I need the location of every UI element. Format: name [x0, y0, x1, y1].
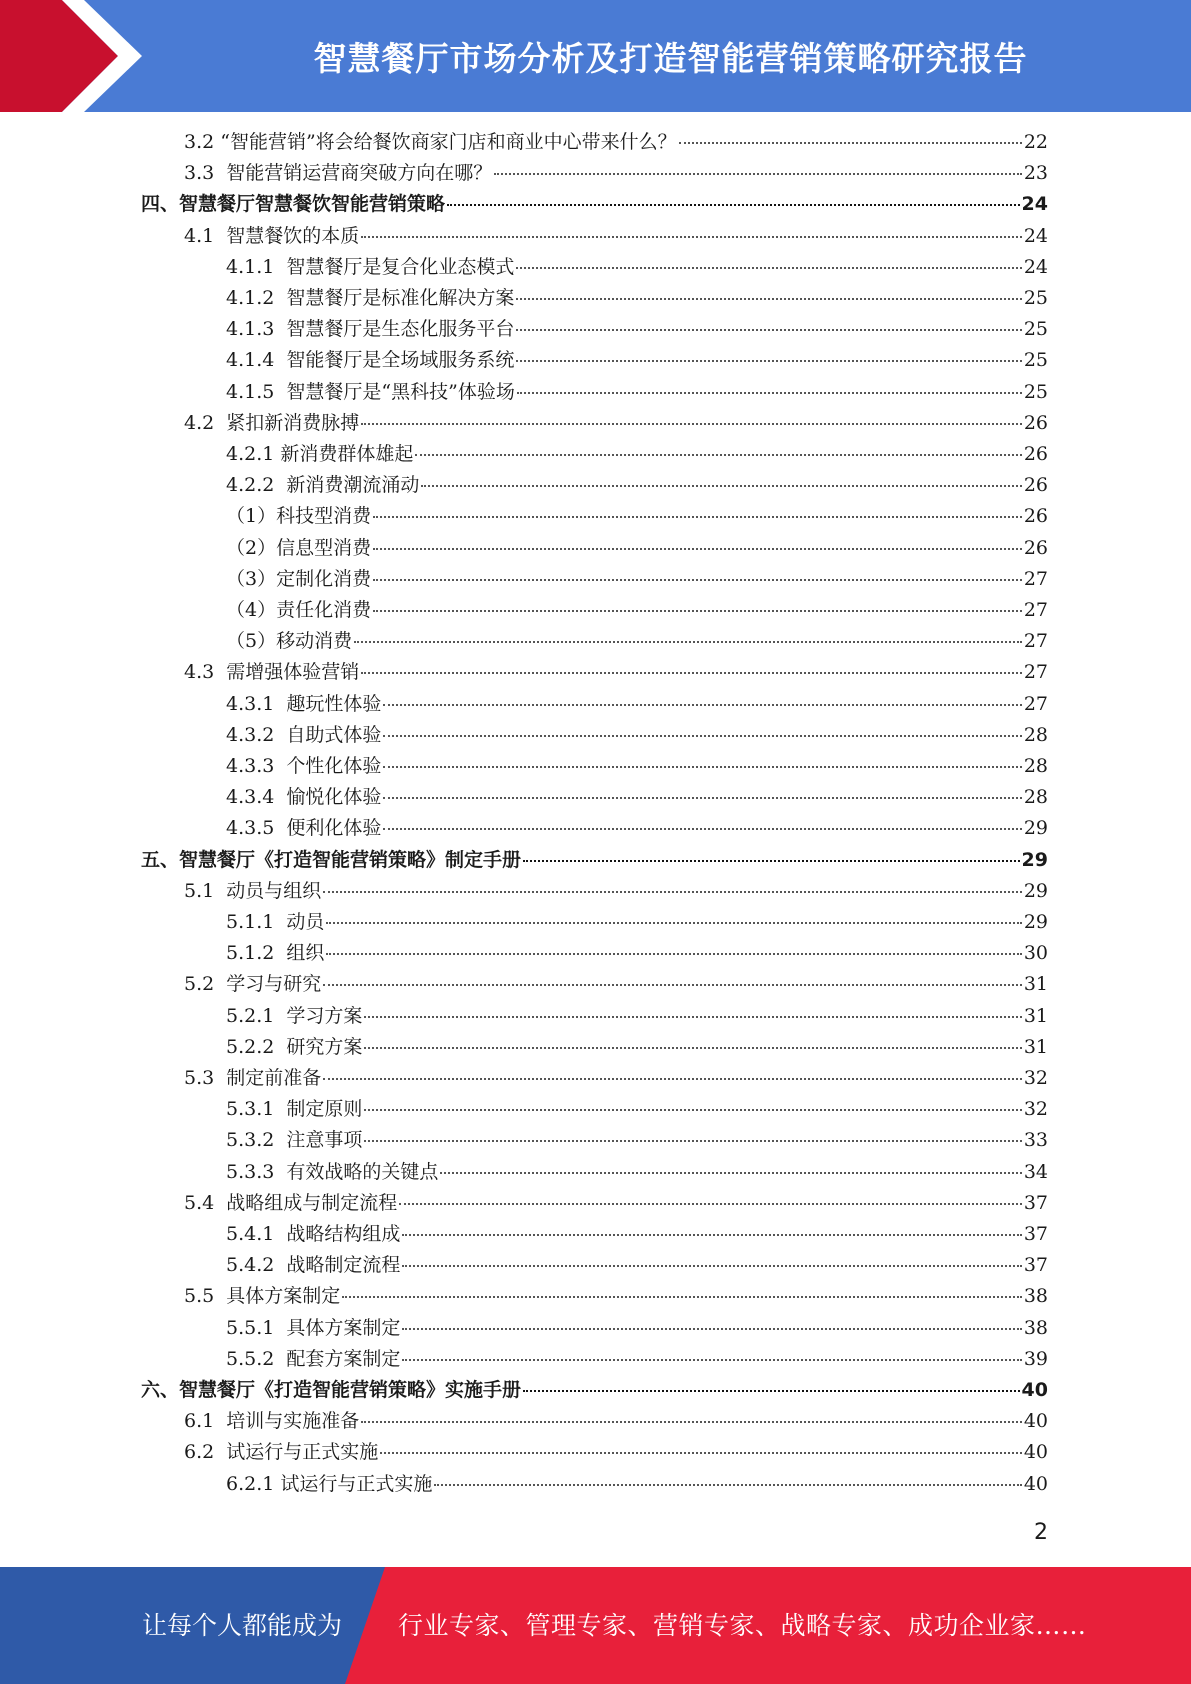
toc-entry-title: （2）信息型消费 — [226, 536, 372, 559]
toc-entry-page: 28 — [1023, 755, 1048, 777]
toc-entry[interactable] — [226, 1095, 1048, 1123]
toc-entry[interactable] — [226, 1126, 1048, 1154]
toc-leader-dots — [373, 548, 1022, 550]
toc-leader-dots — [399, 1203, 1022, 1205]
toc-leader-dots — [323, 984, 1022, 986]
toc-entry[interactable] — [226, 565, 1048, 593]
toc-leader-dots — [364, 1047, 1021, 1049]
toc-entry-title: （1）科技型消费 — [226, 505, 372, 528]
toc-entry-title: 四、智慧餐厅智慧餐饮智能营销策略 — [141, 193, 446, 216]
toc-entry[interactable] — [226, 1158, 1048, 1186]
toc-entry-page: 27 — [1023, 567, 1048, 590]
toc-entry-title: （3）定制化消费 — [226, 567, 372, 590]
toc-entry-title: 5.4.1 战略结构组成 — [226, 1223, 401, 1245]
toc-leader-dots — [326, 922, 1021, 924]
toc-entry[interactable] — [184, 159, 1048, 187]
toc-leader-dots — [364, 1140, 1021, 1142]
toc-entry-page: 31 — [1023, 973, 1048, 996]
toc-entry-title: 五、智慧餐厅《打造智能营销策略》制定手册 — [141, 848, 522, 871]
toc-entry-title: 4.3.3 个性化体验 — [226, 755, 382, 777]
footer-slogan-left: 让每个人都能成为 — [142, 1611, 343, 1640]
toc-leader-dots — [361, 1421, 1022, 1423]
toc-entry[interactable] — [226, 627, 1048, 655]
toc-entry[interactable] — [226, 939, 1048, 967]
toc-entry[interactable] — [226, 908, 1048, 936]
toc-leader-dots — [516, 360, 1021, 362]
toc-entry[interactable] — [226, 1220, 1048, 1248]
toc-leader-dots — [361, 423, 1022, 425]
toc-entry-title: （5）移动消费 — [226, 630, 353, 653]
toc-entry-page: 26 — [1023, 443, 1048, 465]
toc-entry-title: 5.3.3 有效战略的关键点 — [226, 1160, 439, 1183]
toc-entry-title: 5.5.2 配套方案制定 — [226, 1347, 401, 1370]
toc-leader-dots — [364, 1109, 1021, 1111]
toc-entry-page: 25 — [1023, 380, 1048, 403]
toc-entry-page: 28 — [1023, 786, 1048, 809]
toc-entry[interactable] — [226, 378, 1048, 406]
toc-entry[interactable] — [184, 1407, 1048, 1435]
toc-leader-dots — [383, 766, 1021, 768]
toc-leader-dots — [342, 1296, 1022, 1298]
toc-leader-dots — [415, 454, 1021, 456]
toc-entry[interactable] — [226, 721, 1048, 749]
report-title: 智慧餐厅市场分析及打造智能营销策略研究报告 — [313, 38, 1028, 78]
toc-leader-dots — [383, 797, 1021, 799]
toc-leader-dots — [523, 1390, 1020, 1392]
toc-entry[interactable] — [226, 1033, 1048, 1061]
toc-leader-dots — [402, 1359, 1021, 1361]
toc-entry[interactable] — [141, 846, 1048, 874]
toc-entry-page: 23 — [1023, 162, 1048, 185]
toc-entry-title: 5.3 制定前准备 — [184, 1067, 322, 1089]
toc-entry-title: 4.1.5 智慧餐厅是“黑科技”体验场 — [226, 380, 515, 403]
toc-leader-dots — [383, 704, 1021, 706]
toc-entry-page: 28 — [1023, 723, 1048, 746]
toc-entry[interactable] — [226, 814, 1048, 842]
toc-leader-dots — [434, 1484, 1021, 1486]
toc-entry-title: 4.3 需增强体验营销 — [184, 661, 360, 684]
toc-entry[interactable] — [226, 1470, 1048, 1498]
toc-entry-page: 37 — [1023, 1254, 1048, 1277]
toc-entry-title: 5.1.2 组织 — [226, 942, 325, 965]
toc-entry-page: 24 — [1023, 224, 1048, 247]
page-header — [0, 0, 1191, 112]
toc-leader-dots — [383, 828, 1021, 830]
toc-entry-title: 4.3.4 愉悦化体验 — [226, 786, 382, 809]
toc-entry-title: 4.1.2 智慧餐厅是标准化解决方案 — [226, 287, 515, 309]
toc-entry-title: 3.2 “智能营销”将会给餐饮商家门店和商业中心带来什么？ — [184, 131, 677, 153]
toc-entry-title: 4.2 紧扣新消费脉搏 — [184, 411, 360, 434]
toc-leader-dots — [323, 891, 1022, 893]
toc-entry[interactable] — [184, 128, 1048, 156]
toc-entry-page: 24 — [1021, 193, 1048, 216]
toc-leader-dots — [440, 1172, 1021, 1174]
toc-entry-page: 27 — [1023, 599, 1048, 621]
toc-entry[interactable] — [184, 877, 1048, 905]
toc-leader-dots — [516, 298, 1021, 300]
toc-leader-dots — [523, 860, 1020, 862]
toc-entry-title: 6.1 培训与实施准备 — [184, 1410, 360, 1433]
toc-leader-dots — [373, 579, 1022, 581]
toc-leader-dots — [354, 641, 1022, 643]
toc-leader-dots — [516, 329, 1021, 331]
toc-leader-dots — [421, 485, 1021, 487]
toc-entry-page: 40 — [1023, 1410, 1048, 1433]
toc-leader-dots — [323, 1078, 1022, 1080]
toc-leader-dots — [380, 1452, 1022, 1454]
toc-entry[interactable] — [226, 1002, 1048, 1030]
toc-entry-title: 4.3.2 自助式体验 — [226, 723, 382, 746]
toc-entry-page: 32 — [1023, 1067, 1048, 1089]
toc-entry-title: 4.1.4 智能餐厅是全场域服务系统 — [226, 349, 515, 372]
toc-entry-title: 5.3.2 注意事项 — [226, 1129, 363, 1152]
toc-entry-title: 5.2 学习与研究 — [184, 973, 322, 996]
toc-entry[interactable] — [226, 253, 1048, 281]
toc-entry[interactable] — [184, 1064, 1048, 1092]
page-footer — [0, 1567, 1191, 1684]
toc-entry-title: 5.3.1 制定原则 — [226, 1098, 363, 1121]
toc-entry-title: 5.4 战略组成与制定流程 — [184, 1191, 398, 1214]
toc-leader-dots — [679, 142, 1022, 144]
toc-entry-page: 40 — [1023, 1441, 1048, 1464]
toc-entry-title: 4.2.1 新消费群体雄起 — [226, 443, 414, 465]
toc-entry-page: 27 — [1023, 692, 1048, 715]
toc-entry-title: 5.4.2 战略制定流程 — [226, 1254, 401, 1277]
toc-entry-page: 32 — [1023, 1098, 1048, 1121]
toc-entry[interactable] — [141, 190, 1048, 218]
toc-entry-page: 29 — [1021, 848, 1048, 871]
toc-entry-title: 4.1.1 智慧餐厅是复合化业态模式 — [226, 255, 515, 278]
toc-entry[interactable] — [141, 1376, 1048, 1404]
toc-entry[interactable] — [226, 783, 1048, 811]
toc-entry-title: 5.5 具体方案制定 — [184, 1285, 341, 1308]
toc-entry-title: 4.2.2 新消费潮流涌动 — [226, 474, 420, 497]
toc-entry-page: 37 — [1023, 1191, 1048, 1214]
toc-entry[interactable] — [226, 1314, 1048, 1342]
toc-entry[interactable] — [226, 315, 1048, 343]
toc-entry[interactable] — [184, 1189, 1048, 1217]
toc-entry-page: 37 — [1023, 1223, 1048, 1245]
toc-leader-dots — [402, 1234, 1021, 1236]
toc-entry-page: 33 — [1023, 1129, 1048, 1152]
toc-entry-page: 30 — [1023, 942, 1048, 965]
toc-entry-page: 22 — [1023, 131, 1048, 153]
toc-entry[interactable] — [226, 471, 1048, 499]
toc-leader-dots — [402, 1265, 1021, 1267]
toc-leader-dots — [516, 267, 1021, 269]
toc-leader-dots — [364, 1016, 1021, 1018]
toc-entry-page: 29 — [1023, 879, 1048, 902]
toc-entry-page: 40 — [1021, 1379, 1048, 1401]
toc-leader-dots — [361, 236, 1022, 238]
toc-entry-page: 26 — [1023, 474, 1048, 497]
toc-entry-title: 6.2.1 试运行与正式实施 — [226, 1472, 433, 1495]
toc-entry[interactable] — [184, 1282, 1048, 1310]
header-arrow-graphic — [0, 0, 170, 112]
toc-entry[interactable] — [226, 1345, 1048, 1373]
toc-entry[interactable] — [184, 658, 1048, 686]
toc-leader-dots — [373, 516, 1022, 518]
toc-entry-title: 4.1.3 智慧餐厅是生态化服务平台 — [226, 318, 515, 341]
toc-entry[interactable] — [226, 440, 1048, 468]
toc-entry[interactable] — [226, 502, 1048, 530]
toc-entry-title: 六、智慧餐厅《打造智能营销策略》实施手册 — [141, 1379, 522, 1401]
toc-entry-page: 29 — [1023, 911, 1048, 933]
toc-entry-page: 29 — [1023, 817, 1048, 840]
toc-entry[interactable] — [226, 596, 1048, 624]
toc-entry-page: 31 — [1023, 1004, 1048, 1027]
toc-entry[interactable] — [226, 534, 1048, 562]
toc-leader-dots — [517, 392, 1022, 394]
toc-entry-page: 26 — [1023, 411, 1048, 434]
toc-entry-title: 5.1 动员与组织 — [184, 879, 322, 902]
toc-entry-page: 38 — [1023, 1285, 1048, 1308]
toc-entry-page: 25 — [1023, 287, 1048, 309]
toc-entry-page: 24 — [1023, 255, 1048, 278]
toc-entry-page: 25 — [1023, 318, 1048, 341]
toc-entry-title: 5.5.1 具体方案制定 — [226, 1316, 401, 1339]
toc-entry[interactable] — [184, 409, 1048, 437]
toc-entry[interactable] — [226, 690, 1048, 718]
toc-leader-dots — [494, 173, 1022, 175]
toc-entry-page: 27 — [1023, 661, 1048, 684]
toc-leader-dots — [383, 735, 1021, 737]
toc-entry-title: 5.1.1 动员 — [226, 911, 325, 933]
toc-entry-title: 5.2.2 研究方案 — [226, 1035, 363, 1058]
toc-entry[interactable] — [226, 284, 1048, 312]
toc-entry[interactable] — [226, 346, 1048, 374]
toc-entry[interactable] — [184, 222, 1048, 250]
toc-entry-page: 38 — [1023, 1316, 1048, 1339]
toc-entry[interactable] — [184, 1438, 1048, 1466]
toc-entry-page: 26 — [1023, 536, 1048, 559]
page-number: 2 — [1034, 1520, 1048, 1545]
toc-leader-dots — [326, 953, 1021, 955]
toc-entry-title: 3.3 智能营销运营商突破方向在哪？ — [184, 162, 493, 185]
toc-entry-title: （4）责任化消费 — [226, 599, 372, 621]
toc-entry-title: 5.2.1 学习方案 — [226, 1004, 363, 1027]
toc-entry-title: 4.1 智慧餐饮的本质 — [184, 224, 360, 247]
toc-entry-page: 40 — [1023, 1472, 1048, 1495]
toc-entry-page: 34 — [1023, 1160, 1048, 1183]
toc-entry-page: 39 — [1023, 1347, 1048, 1370]
toc-entry-title: 6.2 试运行与正式实施 — [184, 1441, 379, 1464]
toc-leader-dots — [447, 204, 1020, 206]
toc-entry-page: 31 — [1023, 1035, 1048, 1058]
toc-entry-page: 26 — [1023, 505, 1048, 528]
toc-leader-dots — [361, 672, 1022, 674]
toc-leader-dots — [402, 1328, 1021, 1330]
toc-entry-title: 4.3.5 便利化体验 — [226, 817, 382, 840]
toc-entry-title: 4.3.1 趣玩性体验 — [226, 692, 382, 715]
toc-entry[interactable] — [226, 1251, 1048, 1279]
toc-entry[interactable] — [184, 970, 1048, 998]
toc-entry[interactable] — [226, 752, 1048, 780]
toc-entry-page: 25 — [1023, 349, 1048, 372]
toc-leader-dots — [373, 610, 1022, 612]
toc-entry-page: 27 — [1023, 630, 1048, 653]
footer-slogan-right: 行业专家、管理专家、营销专家、战略专家、成功企业家…… — [398, 1611, 1087, 1640]
